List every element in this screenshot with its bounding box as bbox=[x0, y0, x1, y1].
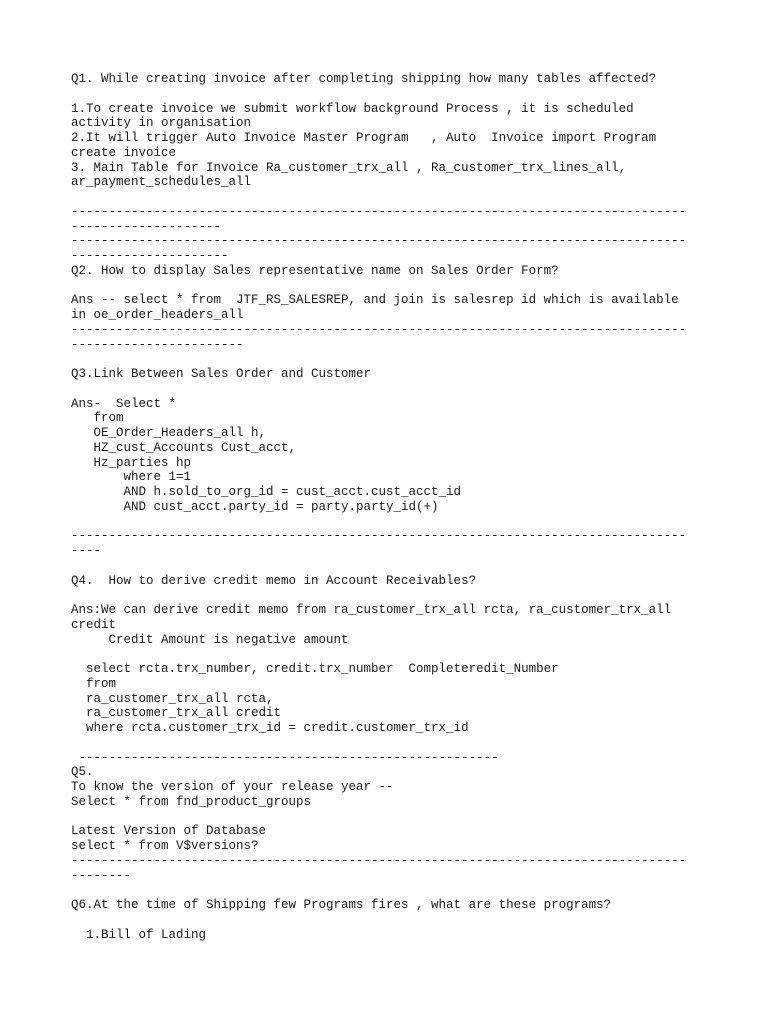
blank-line bbox=[71, 883, 701, 898]
question-4: Q4. How to derive credit memo in Account Receivables? bbox=[71, 573, 477, 588]
answer-3-line-8: AND cust_acct.party_id = party.party_id(+) bbox=[71, 499, 439, 514]
answer-4-line-1: Ans:We can derive credit memo from ra_customer_trx_all rcta, ra_customer_trx_all bbox=[71, 603, 672, 617]
answer-2-line-2: in oe_order_headers_all bbox=[71, 308, 244, 322]
answer-4-line-5: from bbox=[71, 676, 117, 691]
question-1: Q1. While creating invoice after completing shipping how many tables affected? bbox=[71, 72, 657, 86]
answer-3-line-5: Hz_parties hp bbox=[71, 455, 192, 470]
separator-line: -------------------- bbox=[71, 219, 222, 234]
answer-4-line-2: credit bbox=[71, 617, 117, 632]
answer-3-line-1: Ans- Select * bbox=[71, 396, 177, 411]
separator-line: ----------------------- bbox=[71, 337, 244, 352]
answer-3-line-4: HZ_cust_Accounts Cust_acct, bbox=[71, 440, 297, 455]
answer-1-line-1: 1.To create invoice we submit workflow background Process , it is scheduled bbox=[71, 101, 634, 116]
blank-line bbox=[71, 515, 701, 530]
separator-line: ---------------------------------------------------------------------------------- bbox=[71, 204, 687, 219]
answer-1-line-4: create invoice bbox=[71, 145, 177, 160]
answer-5-line-1: To know the version of your release year -- bbox=[71, 780, 394, 794]
blank-line bbox=[71, 559, 701, 574]
answer-4-line-7: ra_customer_trx_all credit bbox=[71, 706, 282, 721]
answer-4-line-3: Credit Amount is negative amount bbox=[71, 632, 349, 647]
answer-3-line-6: where 1=1 bbox=[71, 470, 192, 485]
separator-line: --------------------- bbox=[71, 249, 229, 263]
separator-line: ---------------------------------------------------------------------------------- bbox=[71, 234, 687, 249]
question-6: Q6.At the time of Shipping few Programs fires , what are these programs? bbox=[71, 898, 612, 912]
answer-6-line-1: 1.Bill of Lading bbox=[71, 927, 207, 942]
blank-line bbox=[71, 279, 701, 294]
separator-line: -------- bbox=[71, 868, 132, 883]
blank-line bbox=[71, 588, 701, 603]
answer-1-line-2: activity in organisation bbox=[71, 116, 252, 131]
document-page bbox=[71, 72, 701, 942]
separator-line: ---------------------------------------------------------------------------------- bbox=[71, 853, 687, 868]
answer-5-line-4: select * from V$versions? bbox=[71, 839, 259, 853]
answer-1-line-5: 3. Main Table for Invoice Ra_customer_trx_all , Ra_customer_trx_lines_all, bbox=[71, 160, 627, 175]
answer-4-line-8: where rcta.customer_trx_id = credit.customer_trx_id bbox=[71, 721, 469, 735]
answer-3-line-7: AND h.sold_to_org_id = cust_acct.cust_acct_id bbox=[71, 485, 462, 499]
blank-line bbox=[71, 87, 701, 102]
answer-4-line-4: select rcta.trx_number, credit.trx_number Completeredit_Number bbox=[71, 662, 559, 676]
question-3: Q3.Link Between Sales Order and Customer bbox=[71, 367, 372, 381]
blank-line bbox=[71, 382, 701, 397]
answer-4-line-6: ra_customer_trx_all rcta, bbox=[71, 691, 274, 706]
separator-line: -------------------------------------------------------- bbox=[71, 750, 499, 765]
question-2: Q2. How to display Sales representative name on Sales Order Form? bbox=[71, 263, 559, 278]
blank-line bbox=[71, 736, 701, 751]
answer-5-line-2: Select * from fnd_product_groups bbox=[71, 794, 312, 809]
answer-3-line-3: OE_Order_Headers_all h, bbox=[71, 426, 267, 440]
answer-1-line-6: ar_payment_schedules_all bbox=[71, 175, 252, 190]
blank-line bbox=[71, 913, 701, 928]
blank-line bbox=[71, 810, 701, 825]
answer-1-line-3: 2.It will trigger Auto Invoice Master Program , Auto Invoice import Program bbox=[71, 131, 657, 145]
separator-line: ---- bbox=[71, 544, 102, 558]
blank-line bbox=[71, 190, 701, 205]
separator-line: ---------------------------------------------------------------------------------- bbox=[71, 529, 687, 544]
answer-3-line-2: from bbox=[71, 411, 124, 426]
answer-5-line-3: Latest Version of Database bbox=[71, 824, 267, 839]
blank-line bbox=[71, 647, 701, 662]
separator-line: ---------------------------------------------------------------------------------- bbox=[71, 322, 687, 337]
answer-2-line-1: Ans -- select * from JTF_RS_SALESREP, and join is salesrep id which is available bbox=[71, 293, 679, 308]
question-5: Q5. bbox=[71, 765, 94, 780]
blank-line bbox=[71, 352, 701, 367]
